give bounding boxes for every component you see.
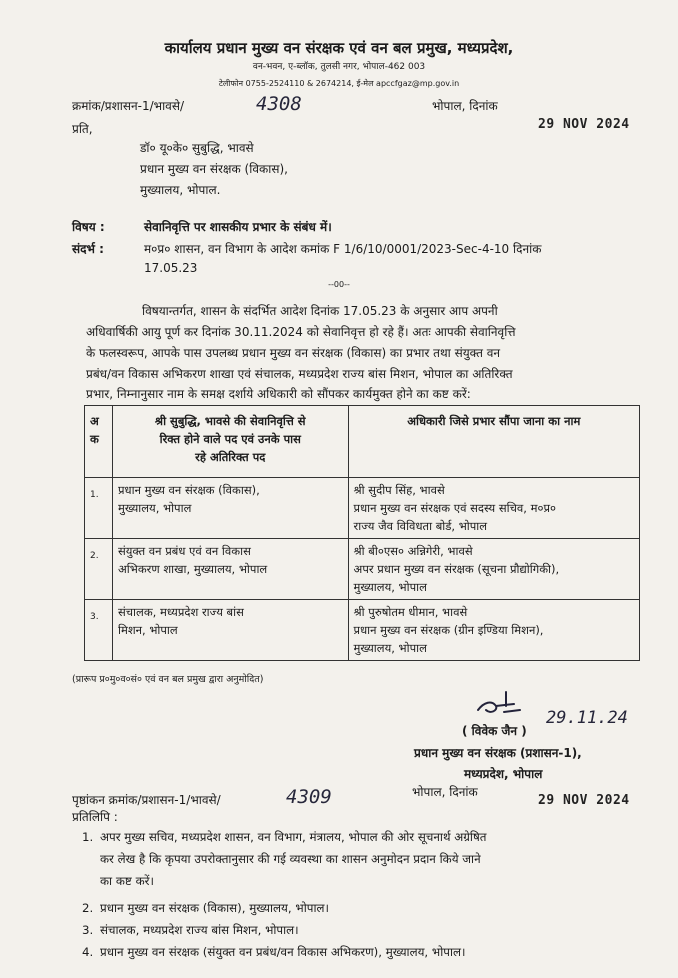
copy-item-number: 4. — [82, 945, 94, 959]
to-label: प्रति, — [72, 122, 93, 136]
post-header-line: रहे अतिरिक्त पद — [195, 450, 266, 464]
copy-item-number: 3. — [82, 923, 94, 937]
post-cell — [112, 600, 348, 661]
officer-line: अपर प्रधान मुख्य वन संरक्षक (सूचना प्रौद्योगिकी), — [353, 562, 560, 576]
post-line: मुख्यालय, भोपाल — [117, 501, 192, 515]
row-number: 3. — [85, 600, 113, 661]
reference-label: संदर्भ : — [72, 242, 104, 256]
subject-label: विषय : — [72, 220, 105, 234]
place-date-label: भोपाल, दिनांक — [432, 99, 498, 113]
signatory-name: ( विवेक जैन ) — [462, 724, 527, 738]
body-line-5: प्रभार, निम्नानुसार नाम के समक्ष दर्शाये अधिकारी को सौंपकर कार्यमुक्त होने का कष्ट करें: — [86, 387, 471, 401]
post-line: संयुक्त वन प्रबंध एवं वन विकास — [117, 544, 251, 558]
officer-line: प्रधान मुख्य वन संरक्षक (ग्रीन इण्डिया मिशन), — [353, 623, 544, 637]
copy-item-number: 2. — [82, 901, 94, 915]
serial-header — [85, 406, 113, 478]
officer-cell — [348, 539, 639, 600]
body-line-4: प्रबंध/वन विकास अभिकरण शाखा एवं संचालक, मध्यप्रदेश राज्य बांस मिशन, भोपाल का अतिरिक्त — [86, 367, 513, 381]
officer-line: मुख्यालय, भोपाल — [353, 580, 427, 594]
office-contact: टेलीफोन 0755-2524110 & 2674214, ई-मेल apccfgaz@mp.gov.in — [218, 79, 460, 88]
officer-line: राज्य जैव विविधता बोर्ड, भोपाल — [353, 519, 488, 533]
endorsement-date-stamp: 29 NOV 2024 — [538, 793, 630, 808]
copy-item-line: अपर मुख्य सचिव, मध्यप्रदेश शासन, वन विभाग, मंत्रालय, भोपाल की ओर सूचनार्थ अग्रेषित — [100, 830, 487, 844]
table-header-row — [85, 406, 640, 478]
post-cell — [112, 478, 348, 539]
officer-line: श्री बी०एस० अन्निगेरी, भावसे — [353, 544, 473, 558]
office-title: कार्यालय प्रधान मुख्य वन संरक्षक एवं वन बल प्रमुख, मध्यप्रदेश, — [164, 39, 514, 57]
copy-item-2 — [82, 897, 640, 919]
table-row — [85, 539, 640, 600]
copy-item-number: 1. — [82, 830, 94, 844]
post-cell — [112, 539, 348, 600]
endorsement-number-label: पृष्ठांकन क्रमांक/प्रशासन-1/भावसे/ — [72, 793, 221, 807]
endorsement-place-date: भोपाल, दिनांक — [412, 785, 478, 799]
endorsement-number-handwritten: 4309 — [286, 786, 332, 808]
copy-item-4 — [82, 941, 640, 963]
officer-line: श्री पुरुषोतम धीमान, भावसे — [353, 605, 468, 619]
signatory-state: मध्यप्रदेश, भोपाल — [464, 767, 543, 781]
serial-header-line: क — [90, 432, 99, 446]
copy-item-3 — [82, 919, 640, 941]
officer-line: प्रधान मुख्य वन संरक्षक एवं सदस्य सचिव, म०प्र० — [353, 501, 556, 515]
office-address: वन-भवन, ए-ब्लॉक, तुलसी नगर, भोपाल-462 003 — [252, 62, 426, 72]
officer-line: श्री सुदीप सिंह, भावसे — [353, 483, 445, 497]
copy-item-line: प्रधान मुख्य वन संरक्षक (संयुक्त वन प्रबंध/वन विकास अभिकरण), मुख्यालय, भोपाल। — [100, 945, 466, 959]
signatory-designation: प्रधान मुख्य वन संरक्षक (प्रशासन-1), — [414, 746, 582, 760]
letter-number-label: क्रमांक/प्रशासन-1/भावसे/ — [72, 99, 185, 113]
copy-item-1 — [82, 826, 640, 892]
row-number: 1. — [85, 478, 113, 539]
separator: --00-- — [328, 280, 350, 289]
copy-label: प्रतिलिपि : — [72, 810, 118, 824]
approval-note: (प्रारूप प्र०मु०व०सं० एवं वन बल प्रमुख द्वारा अनुमोदित) — [72, 674, 264, 685]
copy-item-line: प्रधान मुख्य वन संरक्षक (विकास), मुख्यालय, भोपाल। — [100, 901, 329, 915]
copy-item-line: कर लेख है कि कृपया उपरोक्तानुसार की गई व्यवस्था का शासन अनुमोदन प्रदान किये जाने — [100, 852, 481, 866]
body-line-3: के फलस्वरूप, आपके पास उपलब्ध प्रधान मुख्य वन संरक्षक (विकास) का प्रभार तथा संयुक्त वन — [86, 346, 501, 360]
addressee-designation: प्रधान मुख्य वन संरक्षक (विकास), — [140, 162, 288, 176]
serial-header-line: अ — [90, 414, 99, 428]
date-stamp: 29 NOV 2024 — [538, 117, 630, 132]
body-line-1: विषयान्तर्गत, शासन के संदर्भित आदेश दिनांक 17.05.23 के अनुसार आप अपनी — [142, 304, 498, 318]
table-row — [85, 600, 640, 661]
reference-line1: म०प्र० शासन, वन विभाग के आदेश कमांक F 1/6/10/0001/2023-Sec-4-10 दिनांक — [144, 242, 542, 256]
reference-line2: 17.05.23 — [144, 261, 198, 275]
row-number: 2. — [85, 539, 113, 600]
post-line: संचालक, मध्यप्रदेश राज्य बांस — [117, 605, 244, 619]
copy-item-line: का कष्ट करें। — [100, 874, 154, 888]
post-line: अभिकरण शाखा, मुख्यालय, भोपाल — [117, 562, 268, 576]
copy-item-line: संचालक, मध्यप्रदेश राज्य बांस मिशन, भोपाल। — [100, 923, 299, 937]
officer-header: अधिकारी जिसे प्रभार सौंपा जाना का नाम — [348, 406, 639, 478]
table-row — [85, 478, 640, 539]
officer-cell — [348, 478, 639, 539]
post-line: मिशन, भोपाल — [117, 623, 178, 637]
signature-scribble — [470, 684, 530, 724]
addressee-name: डॉ० यू०के० सुबुद्धि, भावसे — [140, 141, 254, 155]
officer-line: मुख्यालय, भोपाल — [353, 641, 427, 655]
signature-date-handwritten: 29.11.24 — [546, 708, 628, 728]
post-header — [112, 406, 348, 478]
body-line-2: अधिवार्षिकी आयु पूर्ण कर दिनांक 30.11.2024 को सेवानिवृत्त हो रहे हैं। अतः आपकी सेवानिवृत्ति — [86, 325, 516, 339]
charge-transfer-table — [84, 405, 640, 661]
letter-number-handwritten: 4308 — [256, 93, 302, 115]
post-header-line: रिक्त होने वाले पद एवं उनके पास — [159, 432, 301, 446]
post-line: प्रधान मुख्य वन संरक्षक (विकास), — [117, 483, 260, 497]
subject-text: सेवानिवृत्ति पर शासकीय प्रभार के संबंध में। — [144, 220, 332, 234]
post-header-line: श्री सुबुद्धि, भावसे की सेवानिवृत्ति से — [154, 414, 306, 428]
addressee-office: मुख्यालय, भोपाल. — [140, 183, 221, 197]
officer-cell — [348, 600, 639, 661]
